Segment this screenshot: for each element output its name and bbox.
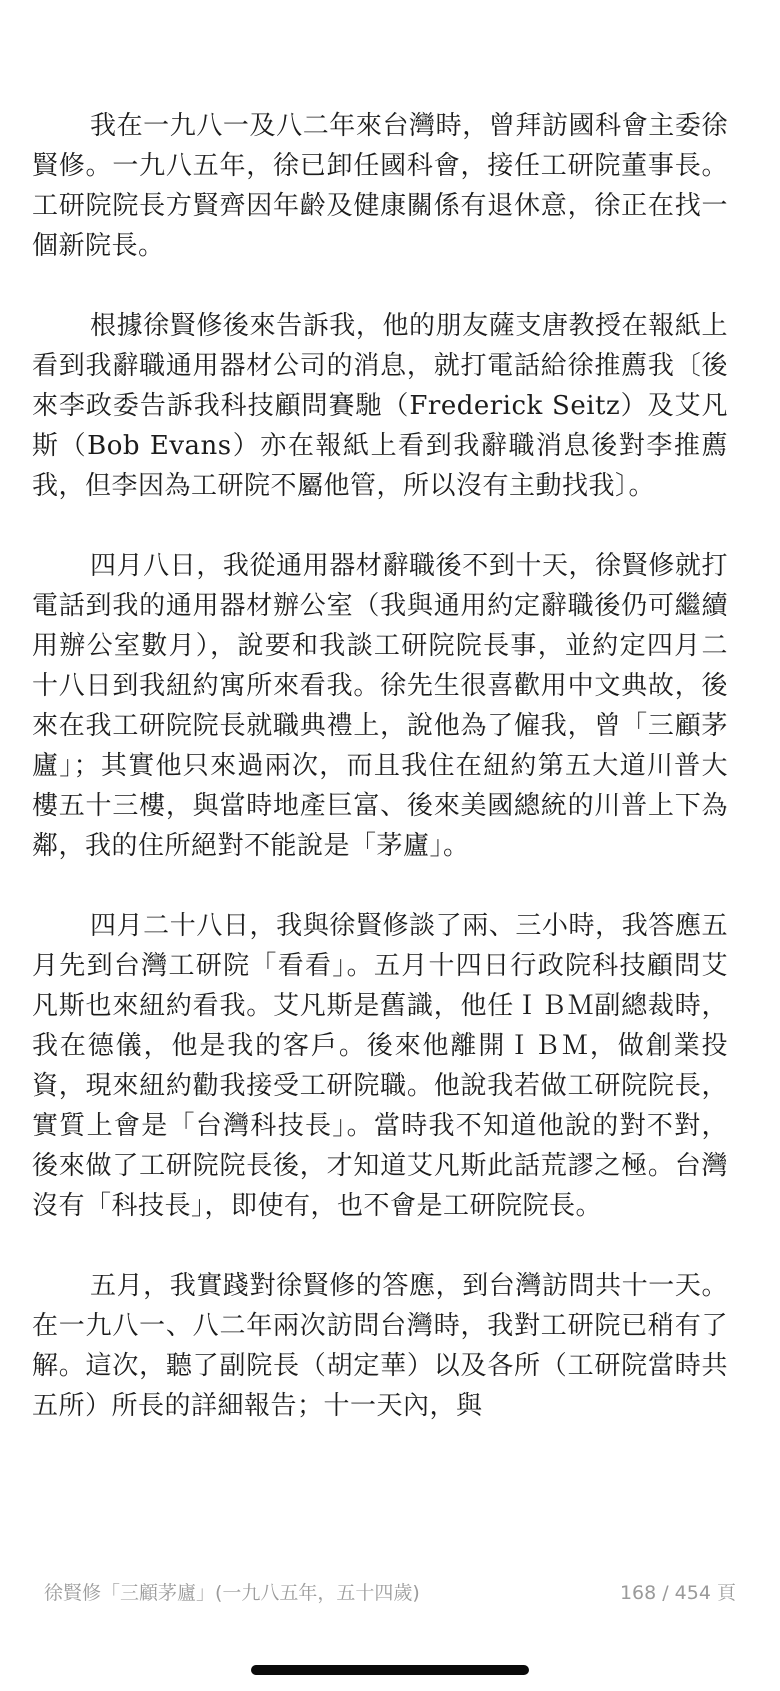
paragraph: 我在一九八一及八二年來台灣時，曾拜訪國科會主委徐賢修。一九八五年，徐已卸任國科會，接任工研院董事長。工研院院長方賢齊因年齡及健康關係有退休意，徐正在找一個新院長。 — [32, 111, 728, 261]
chapter-title[interactable]: 徐賢修「三顧茅廬」(一九八五年，五十四歲) — [44, 1581, 420, 1604]
reader-footer — [44, 1576, 736, 1606]
paragraph: 根據徐賢修後來告訴我，他的朋友薩支唐教授在報紙上看到我辭職通用器材公司的消息，就打電話給徐推薦我〔後來李政委告訴我科技顧問賽馳（Frederick Seitz）及艾凡斯（Bob Evans）亦在報紙上看到我辭職消息後對李推薦我，但李因為工研院不屬他管，所以沒有主動找我〕。 — [32, 311, 728, 501]
book-text — [32, 106, 728, 1466]
paragraph: 五月，我實踐對徐賢修的答應，到台灣訪問共十一天。在一九八一、八二年兩次訪問台灣時，我對工研院已稍有了解。這次，聽了副院長（胡定華）以及各所（工研院當時共五所）所長的詳細報告；十一天內，與 — [32, 1271, 728, 1421]
paragraph: 四月八日，我從通用器材辭職後不到十天，徐賢修就打電話到我的通用器材辦公室（我與通用約定辭職後仍可繼續用辦公室數月），說要和我談工研院院長事，並約定四月二十八日到我紐約寓所來看我。徐先生很喜歡用中文典故，後來在我工研院院長就職典禮上，說他為了僱我，曾「三顧茅廬」；其實他只來過兩次，而且我住在紐約第五大道川普大樓五十三樓，與當時地產巨富、後來美國總統的川普上下為鄰，我的住所絕對不能說是「茅廬」。 — [32, 551, 728, 861]
home-indicator[interactable] — [251, 1665, 529, 1675]
paragraph: 四月二十八日，我與徐賢修談了兩、三小時，我答應五月先到台灣工研院「看看」。五月十四日行政院科技顧問艾凡斯也來紐約看我。艾凡斯是舊識，他任ＩＢＭ副總裁時，我在德儀，他是我的客戶。後來他離開ＩＢＭ，做創業投資，現來紐約勸我接受工研院職。他說我若做工研院院長，實質上會是「台灣科技長」。當時我不知道他說的對不對，後來做了工研院院長後，才知道艾凡斯此話荒謬之極。台灣沒有「科技長」，即使有，也不會是工研院院長。 — [32, 911, 728, 1221]
page-indicator[interactable]: 168 / 454 頁 — [619, 1581, 736, 1604]
